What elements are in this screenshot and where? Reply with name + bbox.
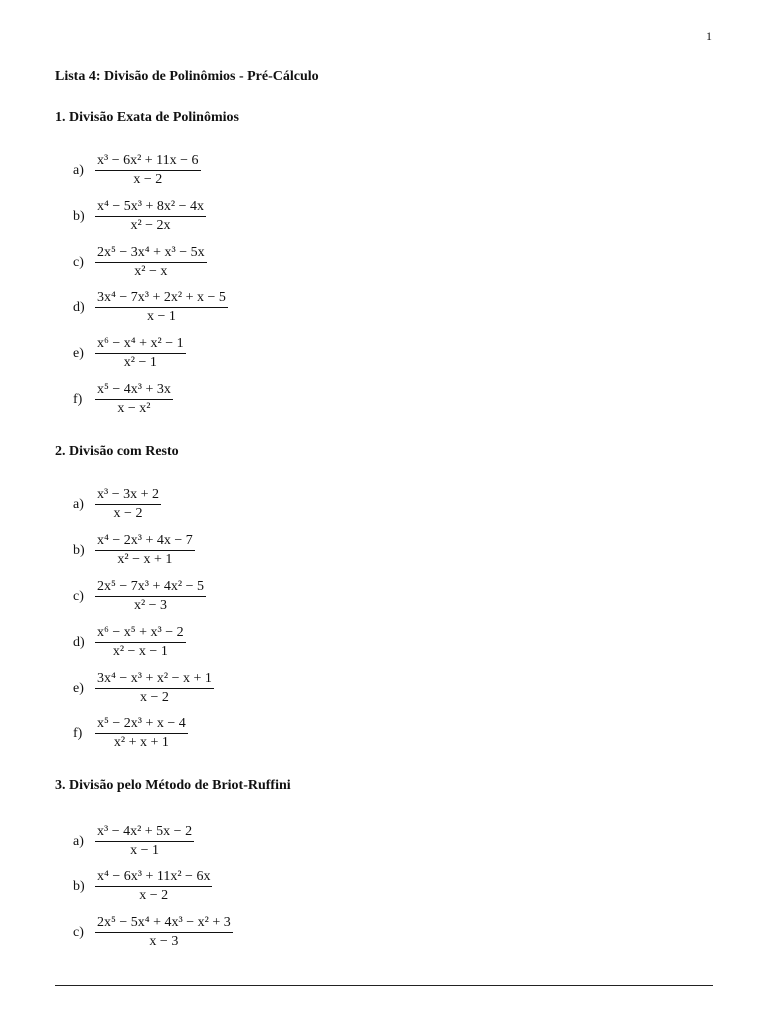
exercise-item <box>73 245 207 280</box>
fraction <box>95 382 173 417</box>
denominator: x² − 1 <box>123 355 157 370</box>
denominator: x − 2 <box>113 506 143 521</box>
denominator: x² + x + 1 <box>113 735 169 750</box>
numerator: 2x⁵ − 3x⁴ + x³ − 5x <box>95 245 207 263</box>
fraction <box>95 625 186 660</box>
denominator: x² − x − 1 <box>112 644 168 659</box>
item-label: a) <box>73 162 84 178</box>
exercise-item <box>73 915 233 950</box>
fraction <box>95 199 206 234</box>
denominator: x − 1 <box>146 309 176 324</box>
page-number: 1 <box>706 29 712 43</box>
fraction <box>95 153 201 188</box>
denominator: x − x² <box>117 401 151 416</box>
fraction <box>95 671 214 706</box>
numerator: x³ − 4x² + 5x − 2 <box>95 824 194 842</box>
item-label: f) <box>73 391 83 407</box>
exercise-item <box>73 625 186 660</box>
fraction <box>95 245 207 280</box>
exercise-item <box>73 671 214 706</box>
item-label: c) <box>73 254 84 270</box>
fraction <box>95 290 228 325</box>
denominator: x² − x + 1 <box>117 552 173 567</box>
numerator: x⁴ − 6x³ + 11x² − 6x <box>95 869 212 887</box>
numerator: x⁵ − 4x³ + 3x <box>95 382 173 400</box>
item-label: e) <box>73 680 84 696</box>
item-label: d) <box>73 299 85 315</box>
fraction <box>95 824 194 859</box>
fraction <box>95 869 212 904</box>
fraction <box>95 336 186 371</box>
exercise-item <box>73 153 201 188</box>
denominator: x − 2 <box>139 888 169 903</box>
exercise-item <box>73 336 186 371</box>
item-label: e) <box>73 345 84 361</box>
denominator: x − 1 <box>130 843 159 858</box>
numerator: x³ − 6x² + 11x − 6 <box>95 153 201 171</box>
item-label: d) <box>73 634 85 650</box>
item-label: a) <box>73 833 84 849</box>
document-title: Lista 4: Divisão de Polinômios - Pré-Cálculo <box>55 69 319 84</box>
denominator: x − 3 <box>149 934 179 949</box>
fraction <box>95 716 188 751</box>
section-heading: 3. Divisão pelo Método de Briot-Ruffini <box>55 778 291 793</box>
fraction <box>95 915 233 950</box>
item-label: b) <box>73 878 85 894</box>
denominator: x² − x <box>134 264 168 279</box>
numerator: x³ − 3x + 2 <box>95 487 161 505</box>
exercise-item <box>73 290 228 325</box>
fraction <box>95 487 161 522</box>
fraction <box>95 579 206 614</box>
numerator: 3x⁴ − 7x³ + 2x² + x − 5 <box>95 290 228 308</box>
section-heading: 1. Divisão Exata de Polinômios <box>55 110 239 125</box>
numerator: x⁵ − 2x³ + x − 4 <box>95 716 188 734</box>
item-label: c) <box>73 924 84 940</box>
numerator: x⁶ − x⁴ + x² − 1 <box>95 336 186 354</box>
item-label: a) <box>73 496 84 512</box>
section-heading: 2. Divisão com Resto <box>55 444 179 459</box>
exercise-item <box>73 199 206 234</box>
exercise-item <box>73 716 188 751</box>
numerator: 2x⁵ − 5x⁴ + 4x³ − x² + 3 <box>95 915 233 933</box>
exercise-item <box>73 382 173 417</box>
exercise-item <box>73 869 212 904</box>
exercise-item <box>73 579 206 614</box>
exercise-item <box>73 824 194 859</box>
numerator: x⁶ − x⁵ + x³ − 2 <box>95 625 186 643</box>
denominator: x² − 2x <box>130 218 171 233</box>
item-label: b) <box>73 542 85 558</box>
numerator: x⁴ − 5x³ + 8x² − 4x <box>95 199 206 217</box>
numerator: 3x⁴ − x³ + x² − x + 1 <box>95 671 214 689</box>
fraction <box>95 533 195 568</box>
footer-rule <box>55 985 713 986</box>
denominator: x² − 3 <box>133 598 168 613</box>
denominator: x − 2 <box>139 690 169 705</box>
numerator: 2x⁵ − 7x³ + 4x² − 5 <box>95 579 206 597</box>
exercise-item <box>73 533 195 568</box>
exercise-item <box>73 487 161 522</box>
item-label: c) <box>73 588 84 604</box>
item-label: f) <box>73 725 83 741</box>
numerator: x⁴ − 2x³ + 4x − 7 <box>95 533 195 551</box>
item-label: b) <box>73 208 85 224</box>
denominator: x − 2 <box>133 172 163 187</box>
